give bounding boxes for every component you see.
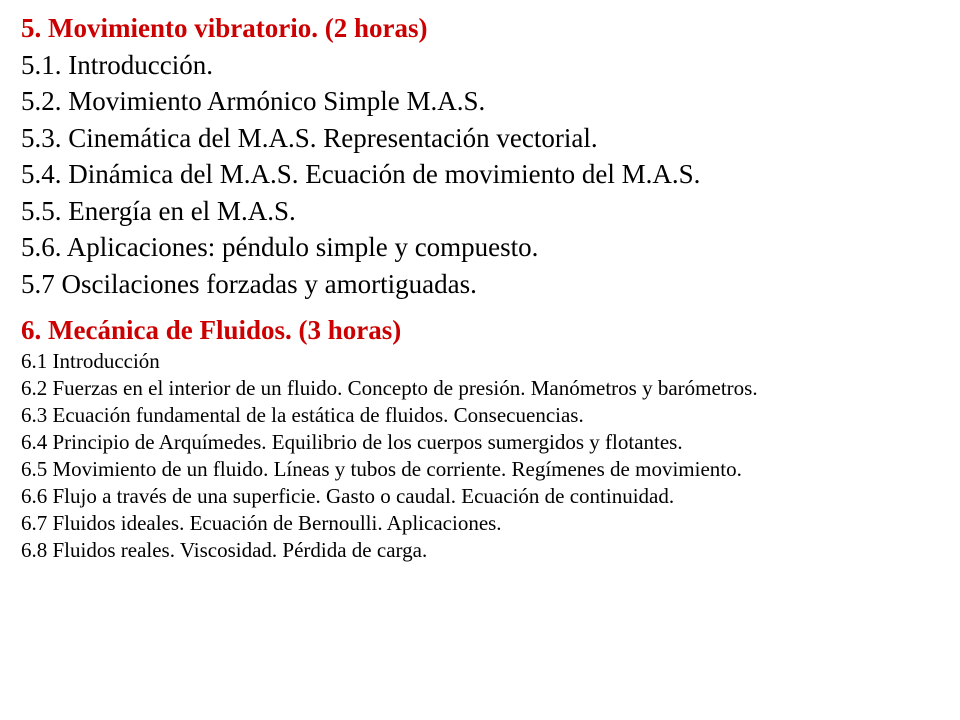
- slide-content: [21, 10, 946, 564]
- list-item: 5.3. Cinemática del M.A.S. Representación vectorial.: [21, 122, 598, 153]
- list-item: 5.4. Dinámica del M.A.S. Ecuación de movimiento del M.A.S.: [21, 159, 701, 190]
- list-item: 6.3 Ecuación fundamental de la estática de fluidos. Consecuencias.: [21, 403, 584, 428]
- list-item: 6.8 Fluidos reales. Viscosidad. Pérdida de carga.: [21, 538, 428, 563]
- section-6: [21, 312, 946, 565]
- list-item: 5.7 Oscilaciones forzadas y amortiguadas.: [21, 269, 477, 300]
- list-item: 6.5 Movimiento de un fluido. Líneas y tubos de corriente. Regímenes de movimiento.: [21, 457, 742, 482]
- list-item: 5.2. Movimiento Armónico Simple M.A.S.: [21, 86, 486, 117]
- list-item: 6.6 Flujo a través de una superficie. Gasto o caudal. Ecuación de continuidad.: [21, 484, 675, 509]
- list-item: 6.7 Fluidos ideales. Ecuación de Bernoulli. Aplicaciones.: [21, 511, 502, 536]
- list-item: 6.1 Introducción: [21, 349, 160, 374]
- list-item: 5.1. Introducción.: [21, 49, 213, 80]
- list-item: 5.6. Aplicaciones: péndulo simple y compuesto.: [21, 232, 539, 263]
- list-item: 6.4 Principio de Arquímedes. Equilibrio de los cuerpos sumergidos y flotantes.: [21, 430, 683, 455]
- section-5-list: [21, 47, 946, 303]
- list-item: 6.2 Fuerzas en el interior de un fluido. Concepto de presión. Manómetros y barómetros.: [21, 376, 758, 401]
- section-6-title: 6. Mecánica de Fluidos. (3 horas): [21, 314, 402, 345]
- section-5: [21, 10, 946, 303]
- section-5-title: 5. Movimiento vibratorio. (2 horas): [21, 13, 428, 43]
- list-item: 5.5. Energía en el M.A.S.: [21, 195, 296, 226]
- section-6-list: [21, 348, 946, 564]
